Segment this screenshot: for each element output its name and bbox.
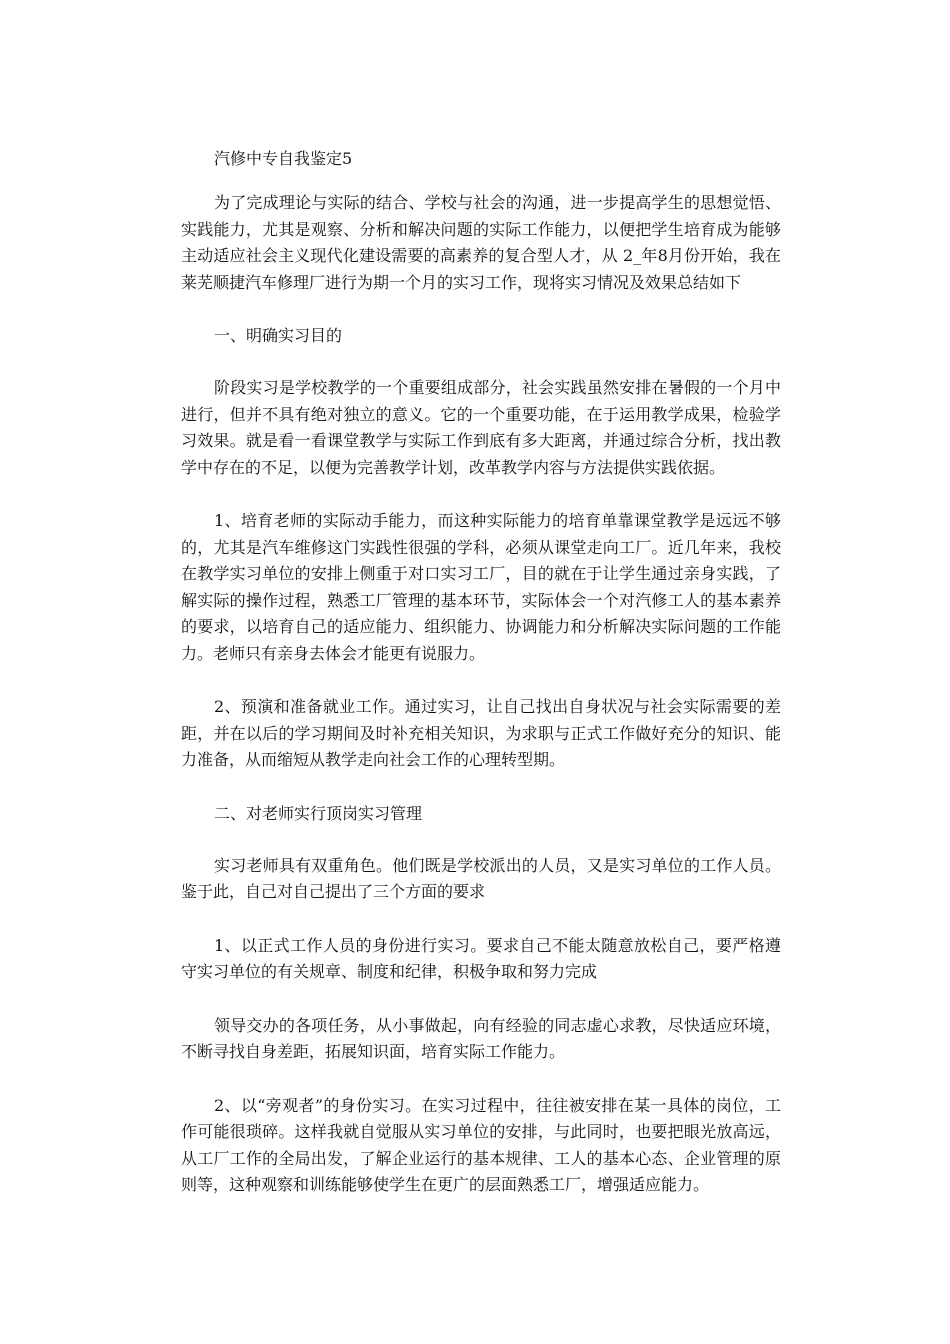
requirement-2-paragraph: 2、以“旁观者”的身份实习。在实习过程中，往往被安排在某一具体的岗位，工作可能很琐碎。这样我就自觉服从实习单位的安排，与此同时，也要把眼光放高远，从工厂工作的全局出发，了解企业运行的基本规律、工人的基本心态、企业管理的原则等，这种观察和训练能够使学生在更广的层面熟悉工厂，增强适应能力。 bbox=[181, 1095, 781, 1194]
dual-role-paragraph: 实习老师具有双重角色。他们既是学校派出的人员，又是实习单位的工作人员。鉴于此，自己对自己提出了三个方面的要求 bbox=[181, 855, 781, 901]
section-heading-1: 一、明确实习目的 bbox=[214, 326, 343, 345]
document-body bbox=[181, 146, 781, 1226]
document-title: 汽修中专自我鉴定5 bbox=[214, 149, 353, 168]
requirement-1-continued-paragraph: 领导交办的各项任务，从小事做起，向有经验的同志虚心求教，尽快适应环境，不断寻找自身差距，拓展知识面，培育实际工作能力。 bbox=[181, 1015, 781, 1061]
point-2-paragraph: 2、预演和准备就业工作。通过实习，让自己找出自身状况与社会实际需要的差距，并在以后的学习期间及时补充相关知识，为求职与正式工作做好充分的知识、能力准备，从而缩短从教学走向社会工作的心理转型期。 bbox=[181, 697, 781, 769]
purpose-paragraph: 阶段实习是学校教学的一个重要组成部分，社会实践虽然安排在暑假的一个月中进行，但并不具有绝对独立的意义。它的一个重要功能，在于运用教学成果，检验学习效果。就是看一看课堂教学与实际工作到底有多大距离，并通过综合分析，找出教学中存在的不足，以便为完善教学计划，改革教学内容与方法提供实践依据。 bbox=[181, 378, 781, 477]
intro-paragraph: 为了完成理论与实际的结合、学校与社会的沟通，进一步提高学生的思想觉悟、实践能力，尤其是观察、分析和解决问题的实际工作能力，以便把学生培育成为能够主动适应社会主义现代化建设需要的高素养的复合型人才，从 2_年8月份开始，我在莱芜顺捷汽车修理厂进行为期一个月的实习工作，现将实习情况及效果总结如下 bbox=[181, 193, 781, 292]
section-heading-2: 二、对老师实行顶岗实习管理 bbox=[214, 803, 423, 823]
requirement-1-paragraph: 1、以正式工作人员的身份进行实习。要求自己不能太随意放松自己，要严格遵守实习单位的有关规章、制度和纪律，积极争取和努力完成 bbox=[181, 935, 781, 981]
point-1-paragraph: 1、培育老师的实际动手能力，而这种实际能力的培育单靠课堂教学是远远不够的，尤其是汽车维修这门实践性很强的学科，必须从课堂走向工厂。近几年来，我校在教学实习单位的安排上侧重于对口实习工厂，目的就在于让学生通过亲身实践，了解实际的操作过程，熟悉工厂管理的基本环节，实际体会一个对汽修工人的基本素养的要求，以培育自己的适应能力、组织能力、协调能力和分析解决实际问题的工作能力。老师只有亲身去体会才能更有说服力。 bbox=[181, 511, 781, 663]
